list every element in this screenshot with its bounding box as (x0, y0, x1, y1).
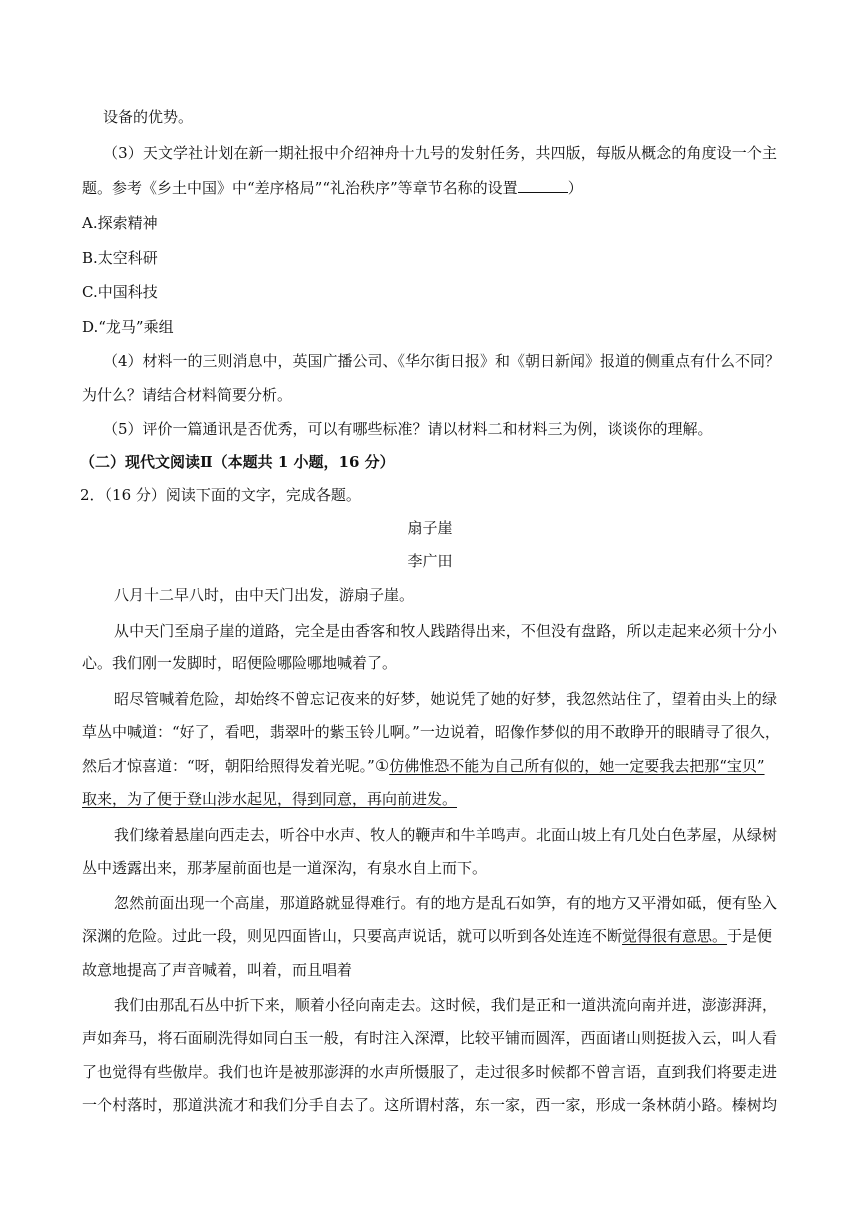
option-a: A.探索精神 (82, 214, 158, 232)
underlined-sentence-1-cont: 取来，为了便于登山涉水起见，得到同意，再向前进发。 (82, 790, 458, 808)
article-p2-line-1: 从中天门至扇子崖的道路，完全是由香客和牧人践踏得出来，不但没有盘路，所以走起来必须十分小 (114, 622, 777, 640)
option-c: C.中国科技 (82, 283, 158, 301)
q4-line-2: 为什么？请结合材料简要分析。 (82, 386, 293, 404)
article-p3-line-1: 昭尽管喊着危险，却始终不曾忘记夜来的好梦，她说凭了她的好梦，我忽然站住了，望着由头上的绿 (114, 690, 777, 708)
option-b: B.太空科研 (82, 249, 158, 267)
q1-tail-text: 设备的优势。 (103, 108, 194, 126)
article-p5-line-2-tail: 于是便 (727, 927, 773, 945)
option-d: D.“龙马”乘组 (82, 318, 174, 336)
q3-line-2 (82, 177, 782, 199)
q2-intro: 2．（16 分）阅读下面的文字，完成各题。 (80, 486, 361, 504)
article-p6-line-2: 声如奔马，将石面刷洗得如同白玉一般，有时注入深潭，比较平铺而圆浑，西面诸山则挺拔入云，叫人看 (82, 1029, 777, 1047)
answer-blank (518, 178, 568, 193)
section-2-header: （二）现代文阅读Ⅱ（本题共 1 小题，16 分） (80, 453, 395, 471)
article-p6-line-4: 一个村落时，那道洪流才和我们分手自去了。这所谓村落，东一家，西一家，形成一条林荫小路。榛树均 (82, 1096, 777, 1114)
article-p2-line-2: 心。我们刚一发脚时，昭便险哪险哪地喊着了。 (82, 654, 398, 672)
article-p5-line-3: 故意地提高了声音喊着，叫着，而且唱着 (82, 961, 353, 979)
article-p6-line-1: 我们由那乱石丛中折下来，顺着小径向南走去。这时候，我们是正和一道洪流向南并进，澎澎湃湃， (114, 996, 777, 1014)
q3-line-2-text: 题。参考《乡土中国》中“差序格局”“礼治秩序”等章节名称的设置 (82, 179, 518, 197)
underlined-sentence-1: 仿佛惟恐不能为自己所有似的，她一定要我去把那“宝贝” (389, 757, 765, 775)
article-p4-line-2: 丛中透露出来，那茅屋前面也是一道深沟，有泉水自上而下。 (82, 859, 488, 877)
q4-line-1: （4）材料一的三则消息中，英国广播公司、《华尔街日报》和《朝日新闻》报道的侧重点有什么不同？ (103, 352, 781, 370)
article-p4-line-1: 我们缘着悬崖向西走去，听谷中水声、牧人的鞭声和牛羊鸣声。北面山坡上有几处白色茅屋，从绿树 (114, 826, 777, 844)
marker-1: ① (374, 756, 390, 775)
article-title: 扇子崖 (407, 519, 453, 537)
q3-line-2-close: ） (567, 179, 583, 197)
article-p5-line-1: 忽然前面出现一个高崖，那道路就显得难行。有的地方是乱石如笋，有的地方又平滑如砥，便有坠入 (114, 894, 777, 912)
article-p1: 八月十二早八时，由中天门出发，游扇子崖。 (114, 586, 415, 604)
article-p6-line-3: 了也觉得有些傲岸。我们也许是被那澎湃的水声所慑服了，走过很多时候都不曾言语，直到我们将要走进 (82, 1063, 777, 1081)
article-p3-line-3 (82, 755, 782, 777)
q5-text: （5）评价一篇通讯是否优秀，可以有哪些标准？请以材料二和材料三为例，谈谈你的理解。 (103, 420, 713, 438)
article-p3-line-4 (82, 788, 782, 810)
article-p5-line-2 (82, 925, 782, 947)
q3-line-1: （3）天文学社计划在新一期社报中介绍神舟十九号的发射任务，共四版，每版从概念的角度设一个主 (103, 144, 777, 162)
article-p3-line-3-text: 然后才惊喜道：“呀，朝阳给照得发着光呢。” (82, 757, 375, 775)
underlined-phrase: 觉得很有意思。 (622, 927, 728, 945)
article-author: 李广田 (407, 552, 453, 570)
article-p5-line-2-text: 深渊的危险。过此一段，则见四面皆山，只要高声说话，就可以听到各处连连不断 (82, 927, 623, 945)
article-p3-line-2: 草丛中喊道：“好了，看吧，翡翠叶的紫玉铃儿啊。”一边说着，昭像作梦似的用不敢睁开的眼睛寻了很久， (82, 723, 780, 741)
